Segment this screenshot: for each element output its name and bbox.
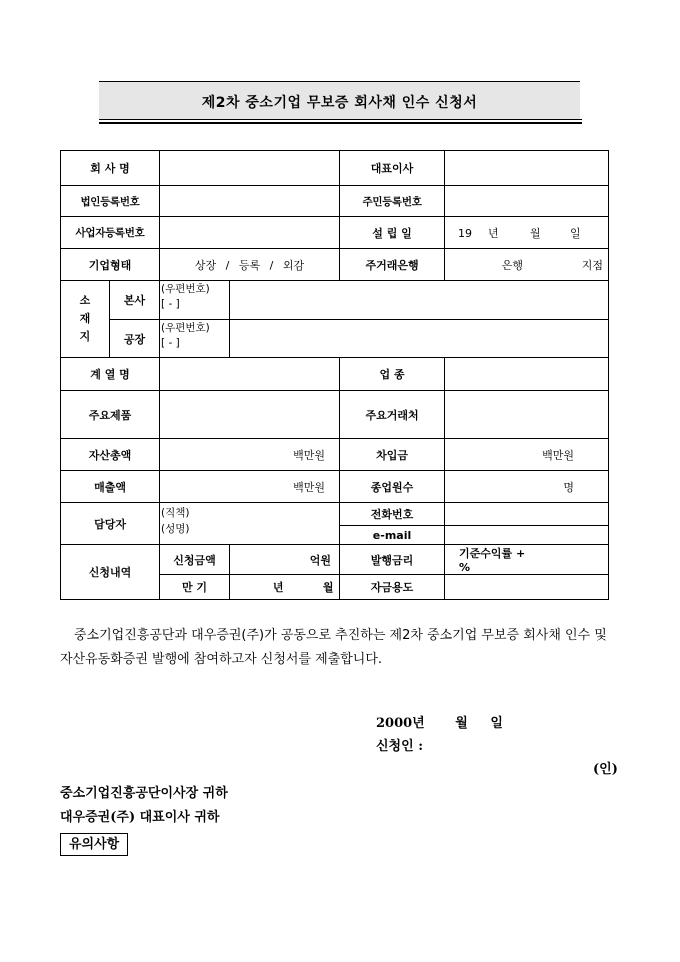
table-row — [61, 217, 609, 249]
contact-position-label: (직책) — [161, 507, 190, 519]
total-assets-label: 자산총액 — [61, 439, 160, 471]
phone-label: 전화번호 — [340, 503, 445, 526]
rate-value: 기준수익률 + — [459, 547, 526, 560]
application-form-table — [60, 150, 609, 600]
page-title: 제2차 중소기업 무보증 회사채 인수 신청서 — [201, 95, 478, 111]
ceo-field[interactable] — [445, 151, 609, 186]
statement-body: 중소기업진흥공단과 대우증권(주)가 공동으로 추진하는 제2차 중소기업 무보증 회사채 인수 및 자산유동화증권 발행에 참여하고자 신청서를 제출합니다. — [60, 628, 607, 667]
corp-reg-label: 법인등록번호 — [61, 186, 160, 217]
company-name-field[interactable] — [160, 151, 340, 186]
title-banner — [99, 80, 582, 126]
recipient-line-2: 대우증권(주) 대표이사 귀하 — [60, 810, 220, 825]
factory-postal-cell[interactable] — [160, 320, 230, 358]
bank-field[interactable] — [445, 249, 609, 281]
hq-address-field[interactable] — [230, 281, 609, 320]
employees-field[interactable] — [445, 471, 609, 503]
company-name-label: 회 사 명 — [61, 151, 160, 186]
rate-field[interactable] — [445, 545, 609, 575]
established-year-prefix: 19 — [458, 226, 473, 240]
application-label: 신청내역 — [61, 545, 160, 600]
corp-reg-field[interactable] — [160, 186, 340, 217]
signature-year[interactable]: 2000년 — [376, 716, 425, 731]
company-type-external-audit[interactable]: 외감 — [282, 258, 305, 272]
factory-label: 공장 — [110, 320, 160, 358]
fund-use-field[interactable] — [445, 575, 609, 600]
total-assets-unit: 백만원 — [293, 448, 326, 462]
sales-label: 매출액 — [61, 471, 160, 503]
table-row — [61, 358, 609, 391]
title-box — [99, 81, 580, 119]
factory-address-field[interactable] — [230, 320, 609, 358]
table-row — [61, 503, 609, 526]
signature-date — [376, 712, 503, 731]
amount-unit: 억원 — [309, 553, 332, 567]
location-char: 재 — [79, 312, 91, 325]
borrowings-field[interactable] — [445, 439, 609, 471]
sales-unit: 백만원 — [293, 480, 326, 494]
total-assets-field[interactable] — [160, 439, 340, 471]
industry-field[interactable] — [445, 358, 609, 391]
location-char: 지 — [79, 330, 91, 343]
seal-label: (인) — [593, 762, 618, 777]
borrowings-label: 차입금 — [340, 439, 445, 471]
maturity-year-unit: 년 — [272, 581, 284, 594]
borrowings-unit: 백만원 — [542, 448, 575, 462]
contact-field[interactable] — [160, 503, 340, 545]
resident-reg-label: 주민등록번호 — [340, 186, 445, 217]
hq-label: 본사 — [110, 281, 160, 320]
main-clients-label: 주요거래처 — [340, 391, 445, 439]
fund-use-label: 자금용도 — [340, 575, 445, 600]
contact-label: 담당자 — [61, 503, 160, 545]
table-row — [61, 320, 609, 358]
main-clients-field[interactable] — [445, 391, 609, 439]
table-row — [61, 471, 609, 503]
company-type-registered[interactable]: 등록 — [238, 258, 261, 272]
hq-postal-bracket: [ - ] — [161, 298, 180, 310]
hq-postal-label: (우편번호) — [161, 283, 210, 295]
company-type-separator: / — [269, 258, 274, 272]
affiliation-label: 계 열 명 — [61, 358, 160, 391]
signature-month[interactable]: 월 — [455, 716, 468, 731]
maturity-field[interactable] — [230, 575, 340, 600]
established-field[interactable] — [445, 217, 609, 249]
affiliation-field[interactable] — [160, 358, 340, 391]
amount-label: 신청금액 — [160, 545, 230, 575]
statement-text — [60, 624, 620, 672]
established-year-unit: 년 — [488, 226, 499, 240]
company-type-separator: / — [225, 258, 230, 272]
table-row — [61, 545, 609, 575]
rate-label: 발행금리 — [340, 545, 445, 575]
contact-name-label: (성명) — [161, 523, 190, 535]
main-products-label: 주요제품 — [61, 391, 160, 439]
company-type-field[interactable] — [160, 249, 340, 281]
resident-reg-field[interactable] — [445, 186, 609, 217]
title-underline-thick — [99, 122, 582, 124]
branch-unit: 지점 — [581, 258, 604, 272]
recipient-line-1: 중소기업진흥공단이사장 귀하 — [60, 786, 228, 801]
applicant-label: 신청인 : — [376, 739, 423, 754]
table-row — [61, 391, 609, 439]
table-row — [61, 281, 609, 320]
rate-unit: % — [459, 561, 471, 574]
notice-box: 유의사항 — [60, 833, 128, 856]
employees-unit: 명 — [563, 480, 575, 494]
amount-field[interactable] — [230, 545, 340, 575]
factory-postal-label: (우편번호) — [161, 322, 210, 334]
employees-label: 종업원수 — [340, 471, 445, 503]
table-row — [61, 151, 609, 186]
maturity-month-unit: 월 — [322, 581, 334, 594]
hq-postal-cell[interactable] — [160, 281, 230, 320]
maturity-label: 만 기 — [160, 575, 230, 600]
location-char: 소 — [79, 294, 91, 307]
company-type-label: 기업형태 — [61, 249, 160, 281]
established-month-unit: 월 — [530, 226, 541, 240]
ceo-label: 대표이사 — [340, 151, 445, 186]
industry-label: 업 종 — [340, 358, 445, 391]
bank-label: 주거래은행 — [340, 249, 445, 281]
signature-day[interactable]: 일 — [490, 716, 503, 731]
email-field[interactable] — [445, 526, 609, 545]
main-products-field[interactable] — [160, 391, 340, 439]
title-underline — [99, 119, 582, 120]
established-day-unit: 일 — [570, 226, 581, 240]
established-label: 설 립 일 — [340, 217, 445, 249]
biz-reg-field[interactable] — [160, 217, 340, 249]
biz-reg-label: 사업자등록번호 — [61, 217, 160, 249]
phone-field[interactable] — [445, 503, 609, 526]
location-label — [61, 281, 110, 358]
sales-field[interactable] — [160, 471, 340, 503]
factory-postal-bracket: [ - ] — [161, 337, 180, 349]
company-type-listed[interactable]: 상장 — [194, 258, 217, 272]
table-row — [61, 249, 609, 281]
table-row — [61, 186, 609, 217]
email-label: e-mail — [340, 526, 445, 545]
table-row — [61, 439, 609, 471]
bank-unit: 은행 — [501, 258, 524, 272]
